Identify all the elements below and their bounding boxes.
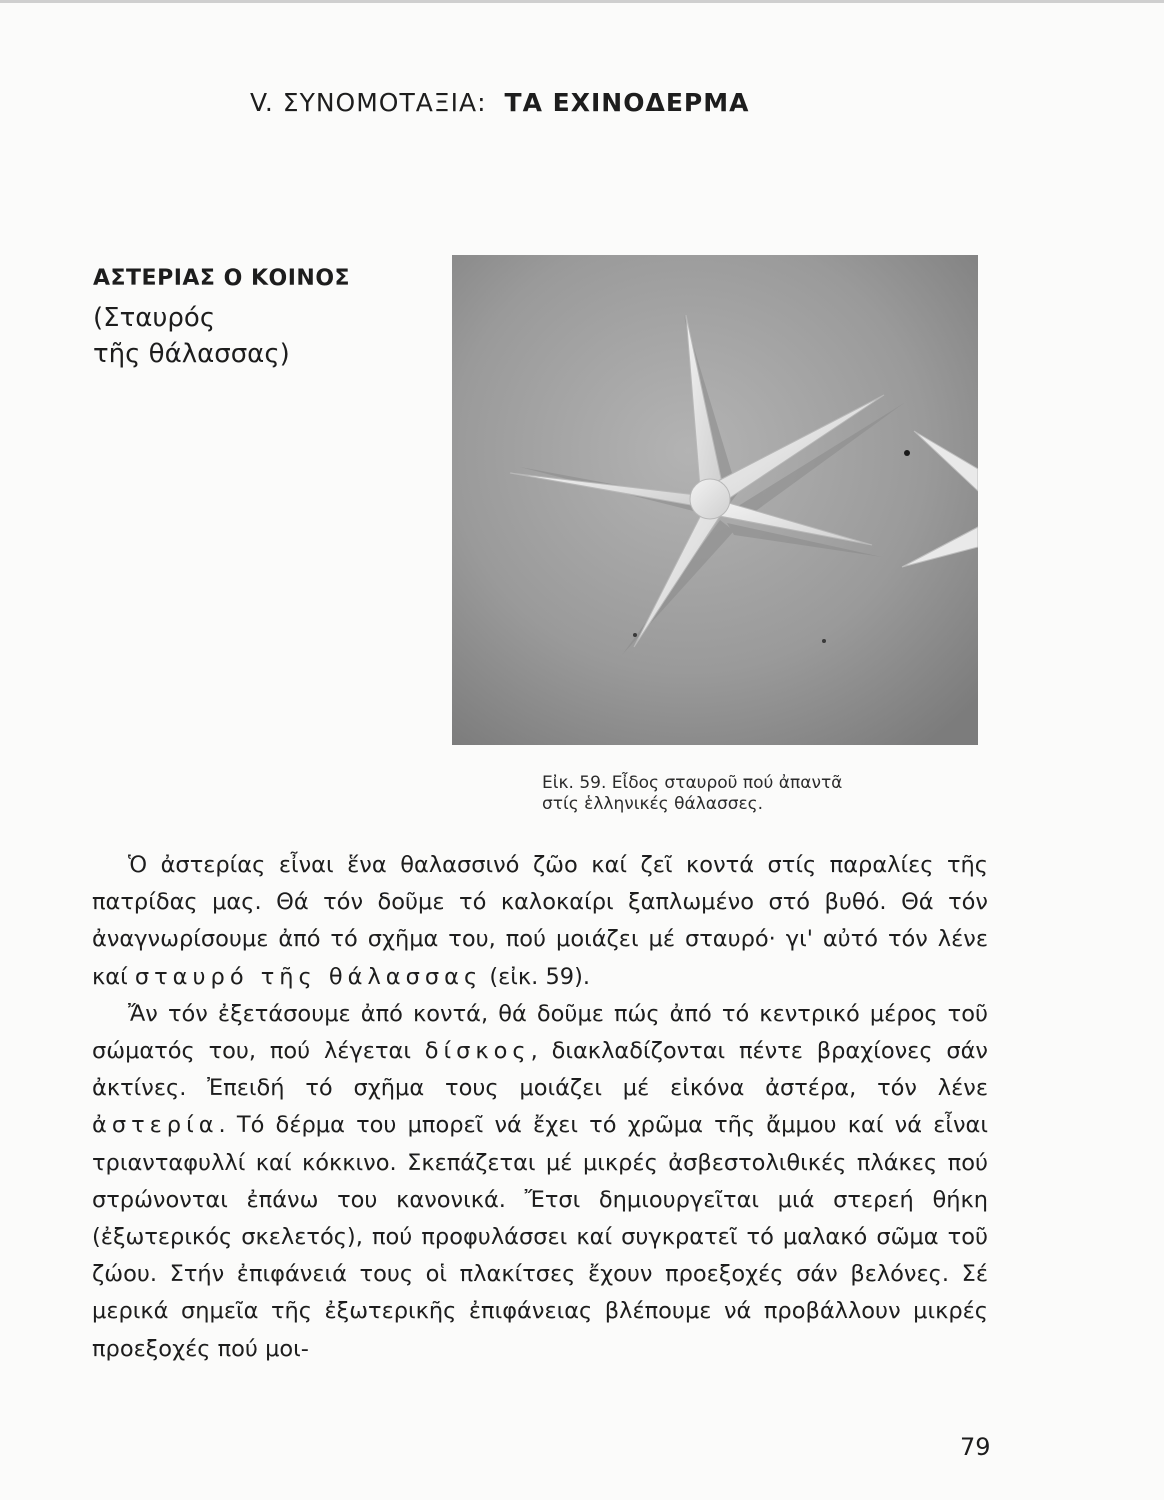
chapter-title: ΤΑ ΕΧΙΝΟΔΕΡΜΑ xyxy=(504,88,750,117)
paragraph-2-text-b: , διακλαδίζονται πέντε βραχίονες σάν ἀκτίνες. Ἐπειδή τό σχῆμα τους μοιάζει μέ εἰκόνα ἀστέρα, τόν λένε xyxy=(92,1038,989,1102)
section-heading xyxy=(93,266,433,373)
emphasized-term: ἀστερία xyxy=(92,1112,219,1139)
starfish-photo xyxy=(452,255,978,745)
paragraph-2-text-a: Ἄν τόν ἐξετάσουμε ἀπό κοντά, θά δοῦμε πώς ἀπό τό κεντρικό μέρος τοῦ σώματός του, πού λέγεται xyxy=(92,1000,988,1065)
page-number: 79 xyxy=(960,1433,991,1461)
photo-speck xyxy=(822,639,826,643)
body-text xyxy=(92,847,988,1368)
page-top-edge xyxy=(0,0,1164,3)
paragraph-1 xyxy=(92,847,988,996)
photo-speck xyxy=(904,450,910,456)
section-title: ΑΣΤΕΡΙΑΣ Ο ΚΟΙΝΟΣ xyxy=(93,266,351,291)
section-subtitle-line-2: τῆς θάλασσας) xyxy=(93,338,290,369)
paragraph-2-text-c: . Τό δέρμα του μπορεῖ νά ἔχει τό χρῶμα τῆς ἄμμου καί νά εἶναι τριανταφυλλί καί κόκκινο. Σκεπάζεται μέ μικρές ἀσβεστολιθικές πλάκες πού στρώνονται ἐπάνω του κανονικά. Ἔτσι δημιουργεῖται μιά στερεή θήκη (ἐξωτερικός σκελετός), πού προφυλάσσει καί συγκρατεῖ τό μαλακό σῶμα τοῦ ζώου. Στήν ἐπιφάνειά τους οἱ πλακίτσες ἔχουν προεξοχές σάν βελόνες. Σέ μερικά σημεῖα τῆς ἐξωτερικῆς ἐπιφάνειας βλέπουμε νά προβάλλουν μικρές προεξοχές πού μοι- xyxy=(92,1112,988,1362)
paragraph-1-text-a: Ὁ ἀστερίας εἶναι ἕνα θαλασσινό ζῶο καί ζεῖ κοντά στίς παραλίες τῆς πατρίδας μας. Θά τόν δοῦμε τό καλοκαίρι ξαπλωμένο στό βυθό. Θά τόν ἀναγνωρίσουμε ἀπό τό σχῆμα του, πού μοιάζει μέ σταυρό· γι' αὐτό τόν λένε καί xyxy=(92,852,988,990)
starfish-illustration xyxy=(452,255,978,745)
paragraph-1-text-b: (εἰκ. 59). xyxy=(489,963,591,990)
paragraph-2 xyxy=(92,996,988,1368)
chapter-prefix: V. ΣΥΝΟΜΟΤΑΞΙΑ: xyxy=(250,88,487,117)
chapter-heading xyxy=(250,88,749,117)
caption-line-2: στίς ἑλληνικές θάλασσες. xyxy=(542,793,764,814)
caption-line-1: Εἰκ. 59. Εἶδος σταυροῦ πού ἀπαντᾶ xyxy=(542,773,843,793)
emphasized-term: σταυρό τῆς θάλασσας xyxy=(134,963,483,990)
figure-caption xyxy=(542,773,962,814)
section-subtitle-line-1: (Σταυρός xyxy=(93,303,216,333)
photo-speck xyxy=(633,633,637,637)
emphasized-term: δίσκος xyxy=(424,1038,531,1065)
